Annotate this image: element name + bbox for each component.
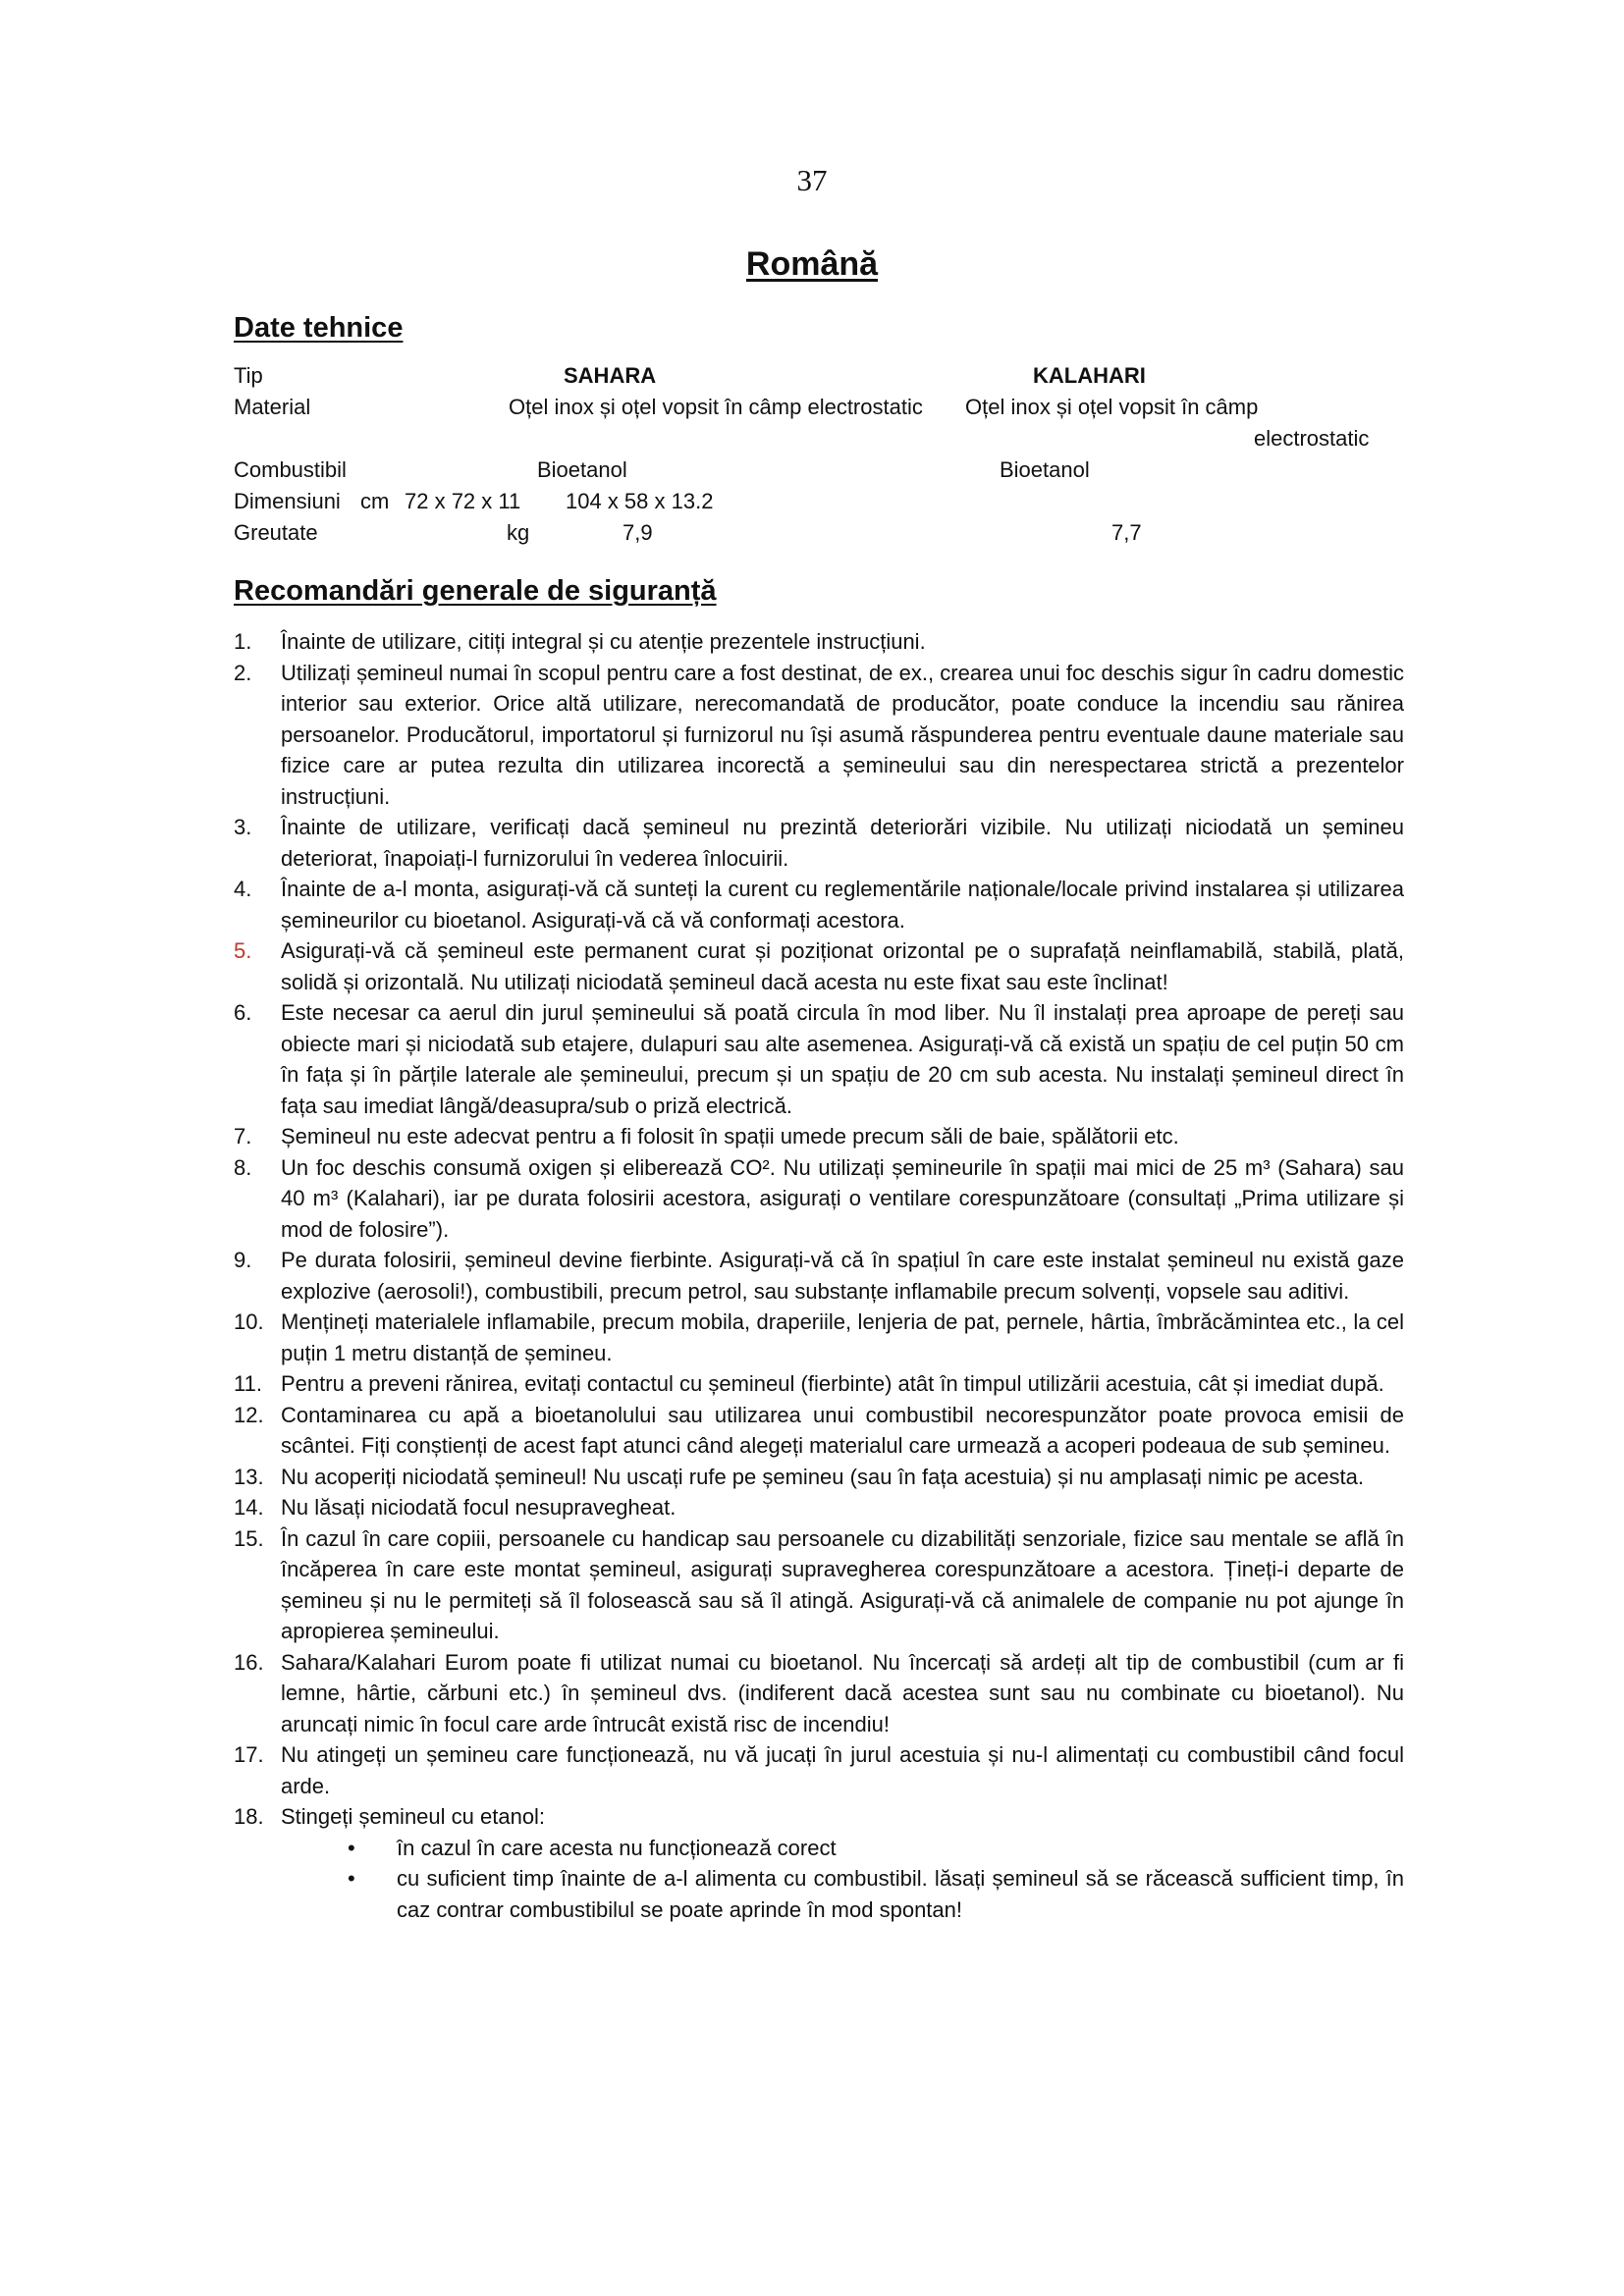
item-text: Un foc deschis consumă oxigen și eliberează CO². Nu utilizați șemineurile în spații mai mici de 25 m³ (Sahara) sau 40 m³ (Kalahari), iar pe durata folosirii acestora, asigurați o ventilare corespunzătoare (consultați „Prima utilizare și mod de folosire”).	[281, 1154, 1404, 1242]
item-text: Înainte de utilizare, citiți integral și cu atenție prezentele instrucțiuni.	[281, 629, 926, 654]
technical-data-heading: Date tehnice	[234, 312, 404, 344]
item-text: Contaminarea cu apă a bioetanolului sau utilizarea unui combustibil necorespunzător poate provoca emisii de scântei. Fiți conștienți de acest fapt atunci când alegeți materialul care urmează a acoperi podeaua de sub șemineu.	[281, 1402, 1404, 1458]
fuel-label: Combustibil	[234, 457, 347, 482]
item-text: Înainte de a-l monta, asigurați-vă că sunteți la curent cu reglementările naționale/locale privind instalarea și utilizarea șemineurilor cu bioetanol. Asigurați-vă că vă conformați acestora.	[281, 877, 1404, 933]
item-number: 7.	[234, 1124, 252, 1148]
list-item	[234, 1121, 1404, 1152]
type-label: Tip	[234, 363, 263, 388]
material-kalahari: Oțel inox și oțel vopsit în câmp	[965, 395, 1259, 419]
list-item	[234, 1523, 1404, 1647]
list-item	[234, 874, 1404, 935]
item-number: 18.	[234, 1804, 264, 1829]
item-number: 6.	[234, 1000, 252, 1025]
item-text: În cazul în care copiii, persoanele cu handicap sau persoanele cu dizabilități senzoriale, fizice sau mentale se află în încăperea în care este montat șemineul, asigurați supravegherea corespunzătoare a acestora. Țineți-i departe de șemineu și nu le permiteți să îl folosească sau să îl atingă. Asigurați-vă că animalele de companie nu pot ajunge în apropierea șemineului.	[281, 1525, 1404, 1643]
material-label: Material	[234, 395, 311, 419]
bullet-icon: •	[348, 1835, 355, 1860]
item-number: 4.	[234, 877, 252, 901]
item-number: 12.	[234, 1402, 264, 1427]
dimensions-kalahari: 104 x 58 x 13.2	[566, 489, 714, 513]
list-item	[234, 997, 1404, 1121]
item-number: 11.	[234, 1371, 262, 1396]
sub-item-text: în cazul în care acesta nu funcționează corect	[397, 1835, 837, 1860]
item-text: Pentru a preveni rănirea, evitați contactul cu șemineul (fierbinte) atât în timpul utilizării acestuia, cât și imediat după.	[281, 1371, 1384, 1396]
page-number: 37	[796, 163, 828, 197]
fuel-sahara: Bioetanol	[537, 457, 627, 482]
item-text: Înainte de utilizare, verificați dacă șemineul nu prezintă deteriorări vizibile. Nu utilizați niciodată un șemineu deteriorat, înapoiați-l furnizorului în vederea înlocuirii.	[281, 815, 1404, 871]
item-text: Șemineul nu este adecvat pentru a fi folosit în spații umede precum săli de baie, spălătorii etc.	[281, 1124, 1179, 1148]
item-text: Nu lăsați niciodată focul nesupravegheat.	[281, 1495, 677, 1520]
list-item	[234, 1152, 1404, 1246]
weight-unit: kg	[507, 520, 530, 545]
item-number: 1.	[234, 629, 252, 654]
model-sahara: SAHARA	[564, 363, 657, 388]
list-item	[281, 1863, 1404, 1925]
fuel-kalahari: Bioetanol	[1000, 457, 1090, 482]
item-text: Sahara/Kalahari Eurom poate fi utilizat numai cu bioetanol. Nu încercați să ardeți alt tip de combustibil (cum ar fi lemne, hârtie, cărbuni etc.) în șemineul dvs. (indiferent dacă acestea sunt sau nu combinate cu bioetanol). Nu aruncați nimic în focul care arde întrucât există risc de incendiu!	[281, 1649, 1404, 1736]
list-item	[234, 1307, 1404, 1368]
list-item	[234, 1647, 1404, 1740]
safety-recommendations-list	[234, 626, 1404, 1925]
list-item	[234, 658, 1404, 813]
extinguish-conditions-list	[281, 1833, 1404, 1926]
list-item	[234, 935, 1404, 997]
safety-heading: Recomandări generale de siguranță	[234, 575, 717, 607]
item-text: Mențineți materialele inflamabile, precum mobila, draperiile, lenjeria de pat, pernele, hârtia, îmbrăcămintea etc., la cel puțin 1 metru distanță de șemineu.	[281, 1309, 1404, 1365]
material-sahara: Oțel inox și oțel vopsit în câmp electrostatic	[509, 395, 923, 419]
item-number: 10.	[234, 1309, 264, 1334]
list-item	[234, 1801, 1404, 1925]
item-text: Nu atingeți un șemineu care funcționează, nu vă jucați în jurul acestuia și nu-l alimentați cu combustibil când focul arde.	[281, 1742, 1404, 1798]
dimensions-unit: cm	[360, 489, 390, 513]
list-item	[234, 812, 1404, 874]
list-item	[234, 1739, 1404, 1801]
weight-sahara: 7,9	[623, 520, 653, 545]
item-number: 15.	[234, 1525, 264, 1551]
item-number: 16.	[234, 1649, 264, 1675]
dimensions-sahara: 72 x 72 x 11	[405, 489, 521, 513]
item-number: 17.	[234, 1742, 264, 1767]
model-kalahari: KALAHARI	[1033, 363, 1146, 388]
material-kalahari-continued: electrostatic	[1254, 426, 1370, 451]
sub-item-text: cu suficient timp înainte de a-l alimenta cu combustibil. lăsați șemineul să se răcească sufficient timp, în caz contrar combustibilul se poate aprinde în mod spontan!	[397, 1866, 1404, 1922]
bullet-icon: •	[348, 1866, 355, 1891]
item-number: 8.	[234, 1154, 252, 1180]
list-item	[234, 626, 1404, 658]
dimensions-label: Dimensiuni	[234, 489, 341, 513]
list-item	[234, 1368, 1404, 1400]
list-item	[234, 1400, 1404, 1462]
item-text: Asigurați-vă că șemineul este permanent curat și poziționat orizontal pe o suprafață neinflamabilă, stabilă, plată, solidă și orizontală. Nu utilizați niciodată șemineul dacă acesta nu este fixat sau este înclinat!	[281, 938, 1404, 994]
item-text: Pe durata folosirii, șemineul devine fierbinte. Asigurați-vă că în spațiul în care este instalat șemineul nu există gaze explozive (aerosoli!), combustibili, precum petrol, sau substanțe inflamabile precum solvenți, vopsele sau aditivi.	[281, 1248, 1404, 1304]
item-text: Utilizați șemineul numai în scopul pentru care a fost destinat, de ex., crearea unui foc deschis sigur în cadru domestic interior sau exterior. Orice altă utilizare, nerecomandată de producător, poate conduce la incendiu sau rănirea persoanelor. Producătorul, importatorul și furnizorul nu își asumă răspunderea pentru eventuale daune materiale sau fizice care ar putea rezulta din utilizarea incorectă a șemineului sau din nerespectarea strictă a prezentelor instrucțiuni.	[281, 660, 1404, 809]
item-number: 2.	[234, 660, 252, 685]
item-number: 14.	[234, 1495, 264, 1520]
item-text: Nu acoperiți niciodată șemineul! Nu uscați rufe pe șemineu (sau în fața acestuia) și nu amplasați nimic pe acesta.	[281, 1464, 1365, 1489]
list-item	[234, 1462, 1404, 1493]
weight-label: Greutate	[234, 520, 318, 545]
item-number: 3.	[234, 815, 252, 839]
list-item	[281, 1833, 1404, 1864]
item-number: 13.	[234, 1464, 264, 1489]
list-item	[234, 1245, 1404, 1307]
language-title: Română	[745, 245, 879, 283]
item-text: Stingeți șemineul cu etanol:	[281, 1804, 546, 1829]
item-number: 5.	[234, 938, 252, 963]
item-text: Este necesar ca aerul din jurul șemineului să poată circula în mod liber. Nu îl instalați prea aproape de pereți sau obiecte mari și niciodată sub etajere, dulapuri sau alte asemenea. Asigurați-vă că există un spațiu de cel puțin 50 cm în fața și în părțile laterale ale șemineului, precum și un spațiu de 20 cm sub acesta. Nu instalați șemineul direct în fața sau imediat lângă/deasupra/sub o priză electrică.	[281, 1000, 1404, 1118]
list-item	[234, 1492, 1404, 1523]
item-number: 9.	[234, 1248, 252, 1272]
weight-kalahari: 7,7	[1111, 520, 1142, 545]
